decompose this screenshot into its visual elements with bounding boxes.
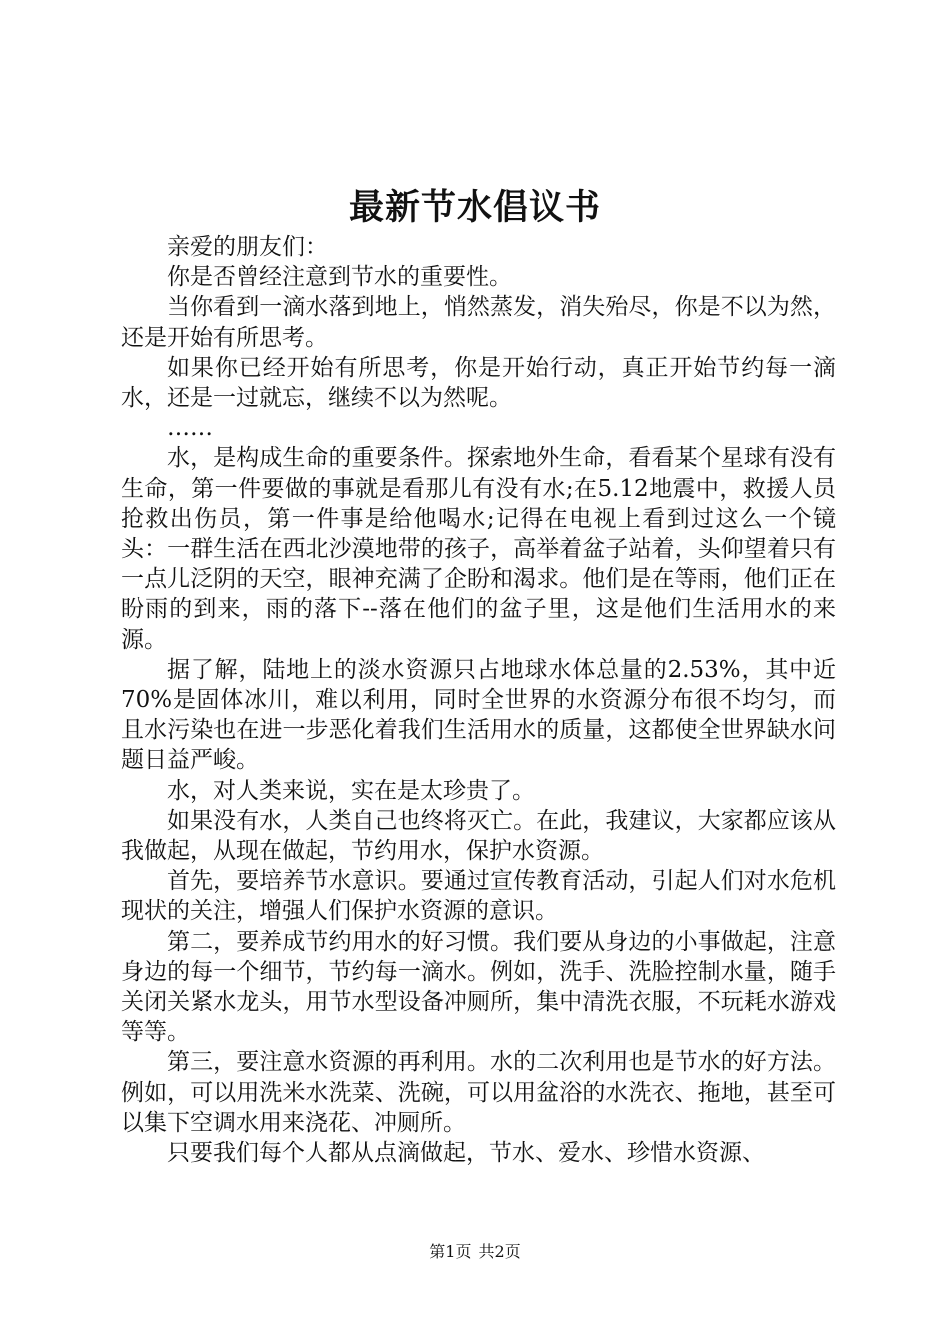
paragraph: 如果你已经开始有所思考，你是开始行动，真正开始节约每一滴水，还是一过就忘，继续不以为然呢。 <box>121 354 836 412</box>
page-footer: 第1页 共2页 <box>429 1242 521 1261</box>
paragraph: 第二，要养成节约用水的好习惯。我们要从身边的小事做起，注意身边的每一个细节，节约每一滴水。例如，洗手、洗脸控制水量，随手关闭关紧水龙头，用节水型设备冲厕所，集中清洗衣服，不玩耗水游戏等等。 <box>121 928 836 1046</box>
ellipsis-paragraph: …… <box>167 415 213 442</box>
paragraph: 当你看到一滴水落到地上，悄然蒸发，消失殆尽，你是不以为然，还是开始有所思考。 <box>121 294 836 351</box>
paragraph: 只要我们每个人都从点滴做起，节水、爱水、珍惜水资源、 <box>167 1140 765 1167</box>
paragraph: 首先，要培养节水意识。要通过宣传教育活动，引起人们对水危机现状的关注，增强人们保护水资源的意识。 <box>121 868 836 925</box>
document-body <box>121 232 836 1168</box>
paragraph: 据了解，陆地上的淡水资源只占地球水体总量的2.53%，其中近70%是固体冰川，难以利用，同时全世界的水资源分布很不均匀，而且水污染也在进一步恶化着我们生活用水的质量，这都使全世界缺水问题日益严峻。 <box>121 656 836 774</box>
paragraph: 水，对人类来说，实在是太珍贵了。 <box>167 777 535 804</box>
paragraph: 水，是构成生命的重要条件。探索地外生命，看看某个星球有没有生命，第一件要做的事就是看那儿有没有水;在5.12地震中，救援人员抢救出伤员，第一件事是给他喝水;记得在电视上看到过这么一个镜头：一群生活在西北沙漠地带的孩子，高举着盆子站着，头仰望着只有一点儿泛阴的天空，眼神充满了企盼和渴求。他们是在等雨，他们正在盼雨的到来，雨的落下--落在他们的盆子里，这是他们生活用水的来源。 <box>121 445 836 653</box>
paragraph: 如果没有水，人类自己也终将灭亡。在此，我建议，大家都应该从我做起，从现在做起，节约用水，保护水资源。 <box>121 807 836 865</box>
paragraph: 第三，要注意水资源的再利用。水的二次利用也是节水的好方法。例如，可以用洗米水洗菜、洗碗，可以用盆浴的水洗衣、拖地，甚至可以集下空调水用来浇花、冲厕所。 <box>121 1049 836 1136</box>
document-title: 最新节水倡议书 <box>348 187 601 228</box>
paragraph: 你是否曾经注意到节水的重要性。 <box>167 264 512 291</box>
paragraph: 亲爱的朋友们： <box>167 234 328 260</box>
